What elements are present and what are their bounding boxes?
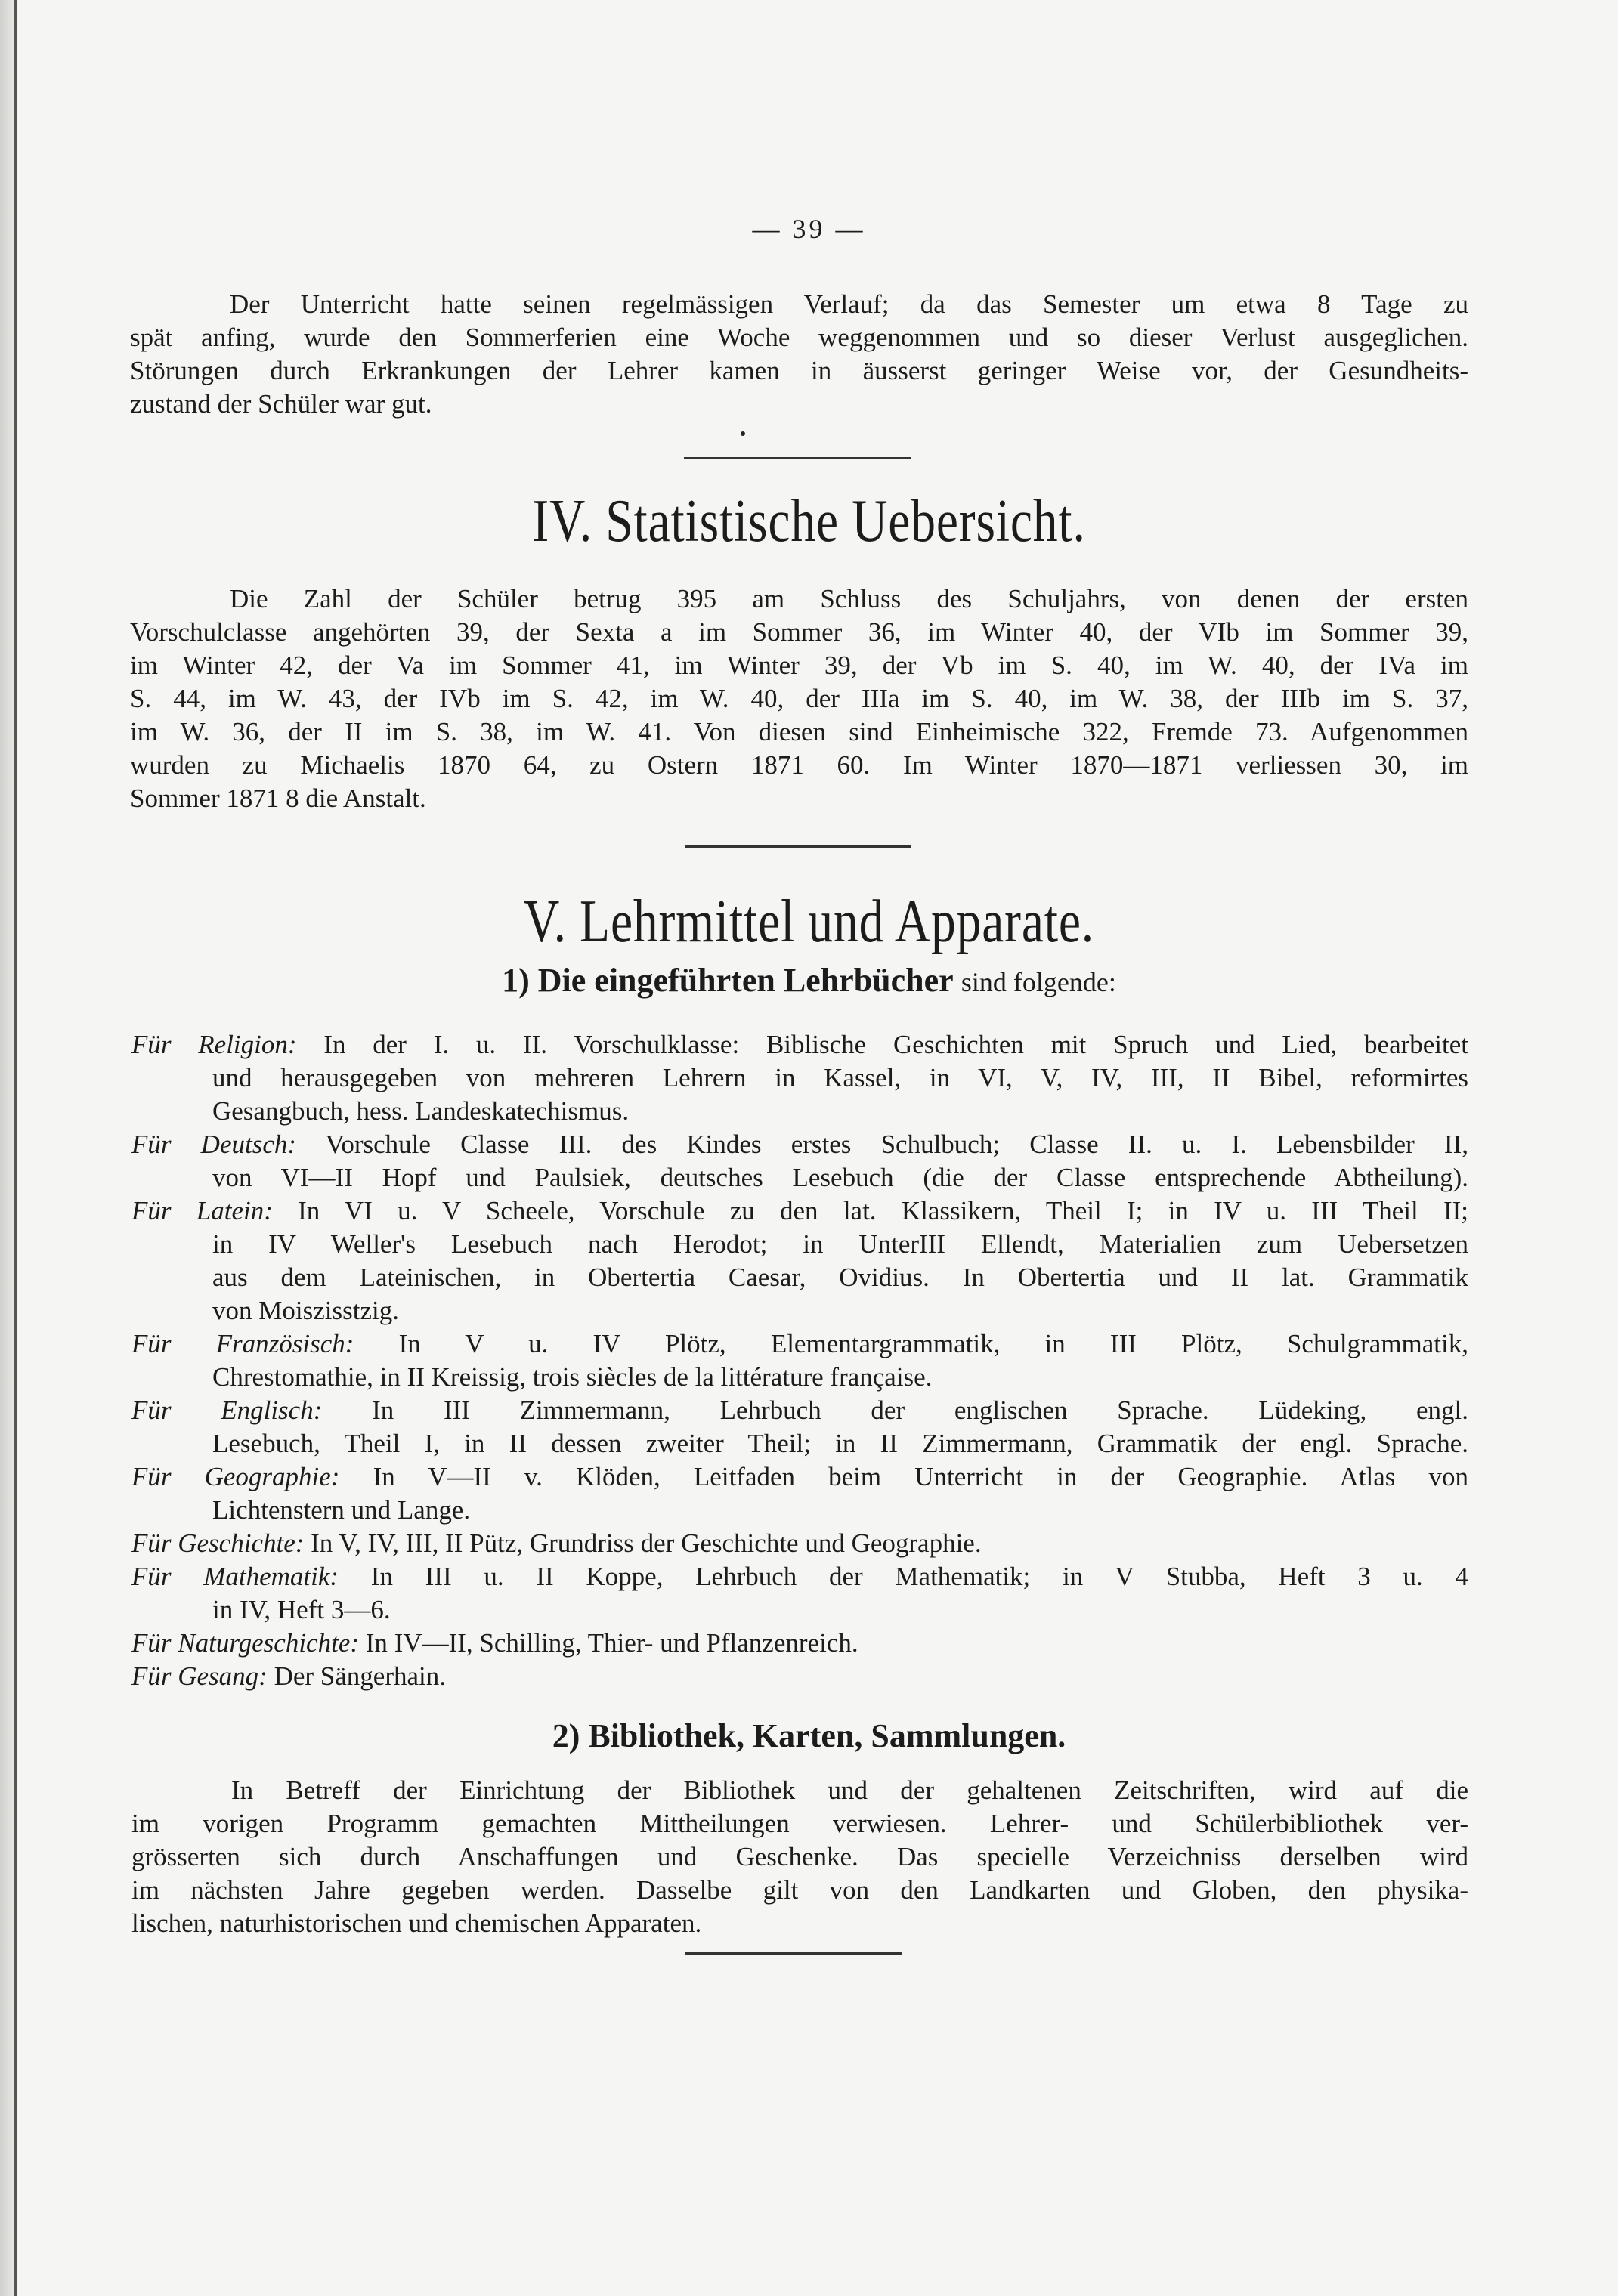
textbook-entry-latein bbox=[131, 1194, 1468, 1327]
entry-text: In V, IV, III, II Pütz, Grundriss der Geschichte und Geographie. bbox=[311, 1528, 982, 1558]
subject-label: Für Religion: bbox=[131, 1030, 297, 1059]
text-line: im Winter 42, der Va im Sommer 41, im Winter 39, der Vb im S. 40, im W. 40, der IVa im bbox=[130, 650, 1468, 680]
library-paragraph bbox=[131, 1774, 1468, 1940]
textbook-entry-deutsch bbox=[131, 1128, 1468, 1194]
textbook-entry-franzoesisch bbox=[131, 1327, 1468, 1394]
entry-text: In V u. IV Plötz, Elementargrammatik, in III Plötz, Schulgrammatik, bbox=[398, 1329, 1469, 1358]
page-number: — 39 — bbox=[752, 214, 866, 244]
textbook-entry-mathematik bbox=[131, 1560, 1468, 1627]
textbook-entry-geschichte bbox=[131, 1527, 1468, 1560]
section-v-heading-text: V. Lehrmittel und Apparate. bbox=[523, 888, 1095, 955]
text-line: Lichtenstern und Lange. bbox=[212, 1495, 471, 1525]
entry-text: In III u. II Koppe, Lehrbuch der Mathematik; in V Stubba, Heft 3 u. 4 bbox=[370, 1562, 1469, 1591]
textbook-list bbox=[131, 1028, 1468, 1693]
text-line: In Betreff der Einrichtung der Bibliothek und der gehaltenen Zeitschriften, wird auf die bbox=[231, 1775, 1468, 1805]
textbook-entry-englisch bbox=[131, 1394, 1468, 1460]
section-iv-heading-text: IV. Statistische Uebersicht. bbox=[532, 488, 1086, 555]
text-line bbox=[131, 1627, 1468, 1660]
text-line bbox=[131, 1527, 1468, 1560]
text-line bbox=[131, 1028, 1468, 1061]
text-line: Chrestomathie, in II Kreissig, trois siècles de la littérature française. bbox=[212, 1362, 933, 1392]
subject-label: Für Mathematik: bbox=[131, 1562, 339, 1591]
text-line: Vorschulclasse angehörten 39, der Sexta a im Sommer 36, im Winter 40, der VIb im Sommer 39, bbox=[130, 617, 1468, 647]
text-line: Der Unterricht hatte seinen regelmässigen Verlauf; da das Semester um etwa 8 Tage zu bbox=[230, 289, 1468, 319]
text-line bbox=[131, 1327, 1468, 1361]
text-line: aus dem Lateinischen, in Obertertia Caesar, Ovidius. In Obertertia und II lat. Grammatik bbox=[212, 1262, 1468, 1292]
text-line: in IV Weller's Lesebuch nach Herodot; in UnterIII Ellendt, Materialien zum Uebersetzen bbox=[212, 1229, 1468, 1259]
text-line bbox=[131, 1660, 1468, 1693]
text-line: im vorigen Programm gemachten Mittheilungen verwiesen. Lehrer- und Schülerbibliothek ver- bbox=[131, 1809, 1468, 1838]
section-divider bbox=[684, 457, 911, 459]
text-line: von VI—II Hopf und Paulsiek, deutsches Lesebuch (die der Classe entsprechende Abtheilung). bbox=[212, 1163, 1468, 1192]
subject-label: Für Geographie: bbox=[131, 1462, 340, 1491]
subject-label: Für Geschichte: bbox=[131, 1528, 305, 1558]
text-line: zustand der Schüler war gut. bbox=[130, 389, 432, 419]
text-line: im W. 36, der II im S. 38, im W. 41. Von diesen sind Einheimische 322, Fremde 73. Aufgenommen bbox=[130, 717, 1468, 746]
subject-label: Für Französisch: bbox=[131, 1329, 354, 1358]
textbook-entry-gesang bbox=[131, 1660, 1468, 1693]
text-line: wurden zu Michaelis 1870 64, zu Ostern 1871 60. Im Winter 1870—1871 verliessen 30, im bbox=[130, 750, 1468, 780]
textbook-entry-geographie bbox=[131, 1460, 1468, 1527]
text-line: von Moiszisstzig. bbox=[212, 1296, 399, 1325]
text-line: grösserten sich durch Anschaffungen und Geschenke. Das specielle Verzeichniss derselben wird bbox=[131, 1842, 1468, 1871]
text-line bbox=[131, 1460, 1468, 1494]
entry-text: In der I. u. II. Vorschulklasse: Biblische Geschichten mit Spruch und Lied, bearbeitet bbox=[323, 1030, 1469, 1059]
entry-text: In VI u. V Scheele, Vorschule zu den lat. Klassikern, Theil I; in IV u. III Theil II; bbox=[298, 1196, 1468, 1225]
text-line: und herausgegeben von mehreren Lehrern in Kassel, in VI, V, IV, III, II Bibel, reformirtes bbox=[212, 1063, 1468, 1092]
subsection-1-suffix: sind folgende: bbox=[961, 967, 1116, 997]
section-v-heading bbox=[0, 888, 1618, 956]
text-line: im nächsten Jahre gegeben werden. Dasselbe gilt von den Landkarten und Globen, den physika- bbox=[131, 1875, 1468, 1905]
entry-text: In III Zimmermann, Lehrbuch der englischen Sprache. Lüdeking, engl. bbox=[372, 1395, 1469, 1425]
text-line: S. 44, im W. 43, der IVb im S. 42, im W. 40, der IIIa im S. 40, im W. 38, der IIIb im S. 37, bbox=[130, 684, 1468, 713]
text-line: Störungen durch Erkrankungen der Lehrer kamen in äusserst geringer Weise vor, der Gesundheits- bbox=[130, 356, 1468, 385]
section-divider bbox=[685, 1952, 902, 1955]
text-line bbox=[131, 1560, 1468, 1593]
statistics-paragraph bbox=[130, 582, 1468, 815]
text-line: Die Zahl der Schüler betrug 395 am Schluss des Schuljahrs, von denen der ersten bbox=[230, 584, 1468, 613]
subject-label: Für Englisch: bbox=[131, 1395, 323, 1425]
textbook-entry-naturgeschichte bbox=[131, 1627, 1468, 1660]
section-iv-heading bbox=[0, 487, 1618, 555]
subsection-2-heading: 2) Bibliothek, Karten, Sammlungen. bbox=[552, 1717, 1066, 1754]
entry-text: In V—II v. Klöden, Leitfaden beim Unterricht in der Geographie. Atlas von bbox=[373, 1462, 1469, 1491]
text-line bbox=[131, 1194, 1468, 1228]
text-line: lischen, naturhistorischen und chemischen Apparaten. bbox=[131, 1908, 702, 1938]
subsection-1-title: 1) Die eingeführten Lehrbücher bbox=[502, 962, 953, 999]
text-line: Gesangbuch, hess. Landeskatechismus. bbox=[212, 1096, 630, 1126]
scan-edge-line bbox=[14, 0, 17, 2296]
ornament-dot bbox=[741, 431, 745, 436]
section-divider bbox=[685, 845, 911, 848]
subject-label: Für Naturgeschichte: bbox=[131, 1628, 360, 1658]
entry-text: Vorschule Classe III. des Kindes erstes Schulbuch; Classe II. u. I. Lebensbilder II, bbox=[325, 1129, 1468, 1159]
subject-label: Für Latein: bbox=[131, 1196, 273, 1225]
textbook-entry-religion bbox=[131, 1028, 1468, 1128]
text-line bbox=[131, 1128, 1468, 1161]
subsection-1-heading bbox=[0, 960, 1618, 1003]
text-line: spät anfing, wurde den Sommerferien eine Woche weggenommen und so dieser Verlust ausgeglichen. bbox=[130, 323, 1468, 352]
subject-label: Für Deutsch: bbox=[131, 1129, 297, 1159]
subject-label: Für Gesang: bbox=[131, 1661, 268, 1691]
text-line: in IV, Heft 3—6. bbox=[212, 1595, 391, 1624]
text-line: Lesebuch, Theil I, in II dessen zweiter Theil; in II Zimmermann, Grammatik der engl. Sprache. bbox=[212, 1429, 1468, 1458]
entry-text: Der Sängerhain. bbox=[274, 1661, 447, 1691]
text-line bbox=[131, 1394, 1468, 1427]
intro-paragraph bbox=[130, 288, 1468, 421]
scan-edge-shadow bbox=[0, 0, 14, 2296]
text-line: Sommer 1871 8 die Anstalt. bbox=[130, 783, 426, 813]
entry-text: In IV—II, Schilling, Thier- und Pflanzenreich. bbox=[365, 1628, 858, 1658]
